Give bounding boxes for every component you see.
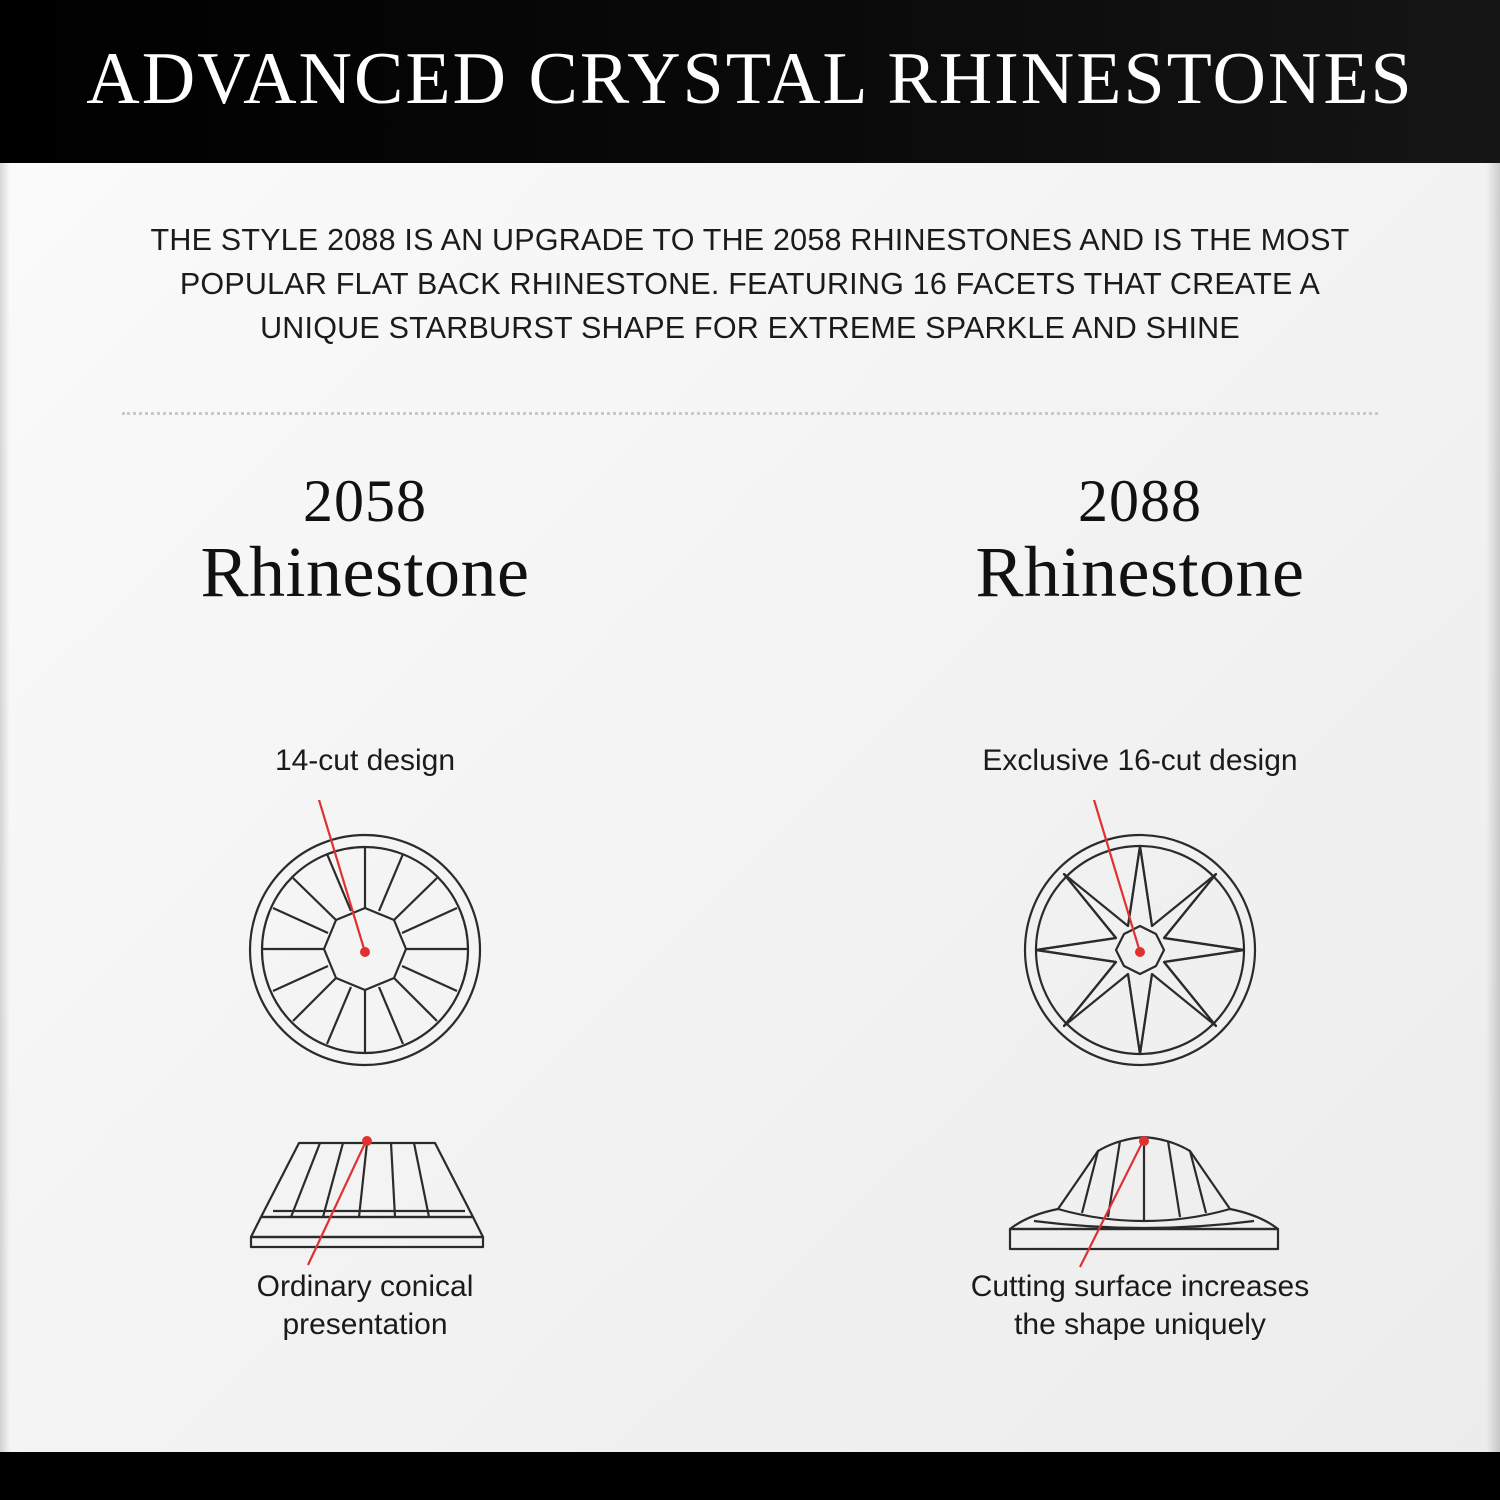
pointer-line-2088-side [1080,1139,1144,1267]
label-16-cut-design: Exclusive 16-cut design [982,744,1298,777]
column-heading-number: 2088 [1078,468,1202,534]
label-line-1: Ordinary conical [256,1270,474,1303]
intro-paragraph: THE STYLE 2088 IS AN UPGRADE TO THE 2058 RHINESTONES AND IS THE MOST POPULAR FLAT BACK RHINESTONE. FEATURING 16 FACETS THAT CREATE A UNIQUE STARBURST SHAPE FOR EXTREME SPARKLE AND SHINE [150,223,1350,346]
left-edge-shading [0,163,10,1452]
pointer-dot-2058-side [362,1136,372,1146]
pointer-dot-2088-top [1135,947,1145,957]
svg-2058-top [195,800,535,1080]
diagram-2088-top-view [970,800,1310,1085]
right-edge-shading [1486,163,1500,1452]
svg-2088-side [948,1125,1338,1275]
pointer-dot-2058-top [360,947,370,957]
section-divider [122,412,1378,418]
pointer-line-2088-top [1088,800,1140,952]
column-heading-2088 [830,470,1450,610]
page-title: ADVANCED CRYSTAL RHINESTONES [86,37,1414,120]
header-bar [0,0,1500,163]
diagram-2088-side-view [948,1125,1338,1280]
label-cutting-surface [830,1268,1450,1343]
column-heading-word: Rhinestone [975,531,1305,612]
label-ordinary-conical [55,1268,675,1343]
footer-bar [0,1452,1500,1500]
svg-2088-top [970,800,1310,1080]
column-heading-2058 [55,470,675,610]
pointer-dot-2088-side [1139,1136,1149,1146]
column-2088 [830,470,1450,1370]
label-line-2: presentation [282,1307,448,1341]
diagram-2058-side-view [173,1125,563,1280]
column-heading-word: Rhinestone [200,531,530,612]
label-line-2: the shape uniquely [1014,1307,1266,1341]
label-line-1: Cutting surface increases [970,1270,1310,1303]
diagram-2058-top-view [195,800,535,1085]
column-heading-number: 2058 [303,468,427,534]
column-2058 [55,470,675,1370]
svg-2058-side [173,1125,563,1275]
label-14-cut-design: 14-cut design [274,744,456,777]
